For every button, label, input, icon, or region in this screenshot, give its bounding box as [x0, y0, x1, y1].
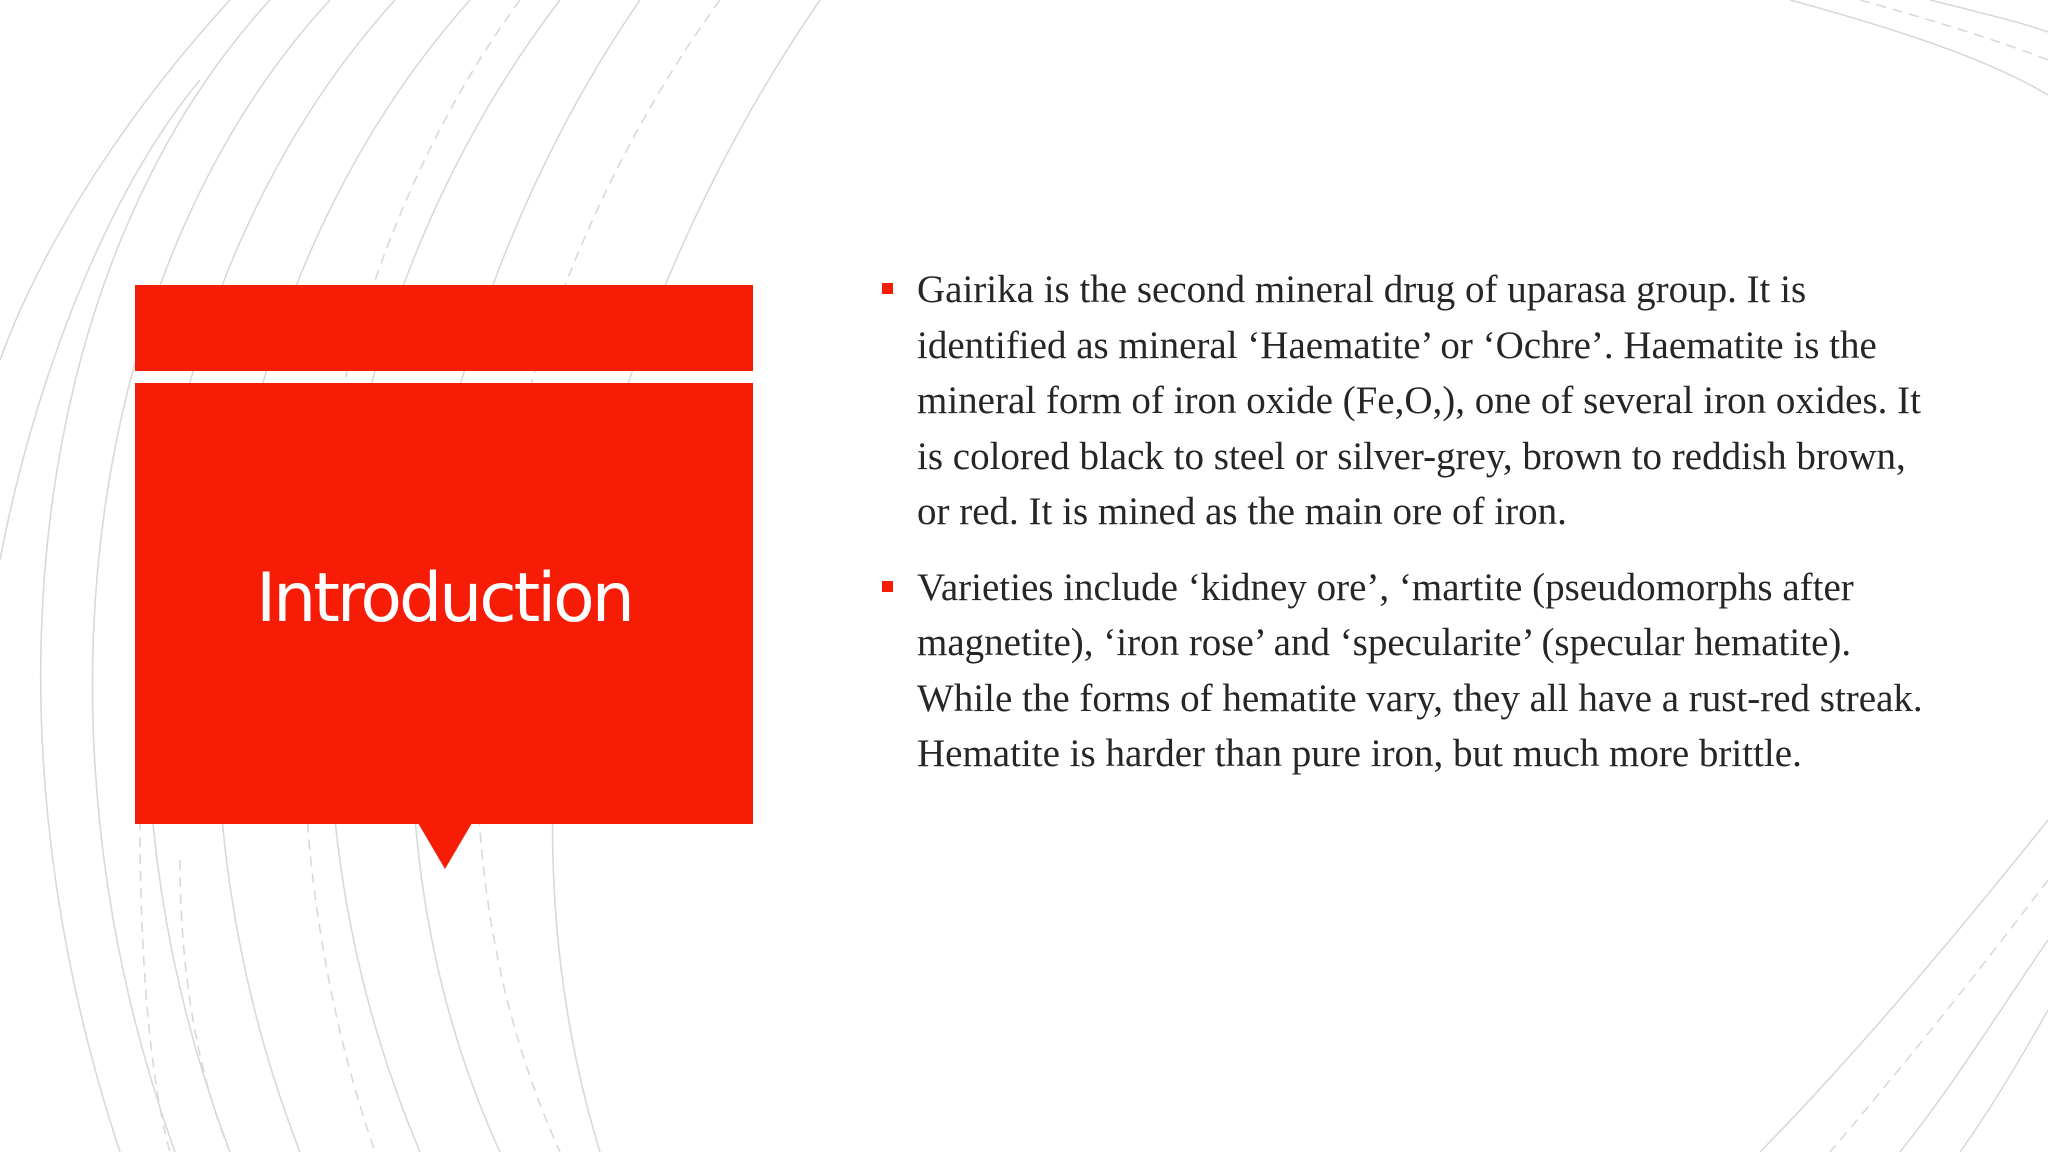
content-area	[880, 262, 1940, 802]
bullet-text: Gairika is the second mineral drug of uparasa group. It is identified as mineral ‘Haematite’ or ‘Ochre’. Haematite is the mineral form of iron oxide (Fe,O,), one of several iron oxides. It is colored black to steel or silver-grey, brown to reddish brown, or red. It is mined as the main ore of iron.	[917, 268, 1921, 533]
bullet-item	[880, 560, 1940, 782]
square-bullet-icon	[882, 581, 893, 592]
title-callout-pointer	[418, 823, 472, 869]
bullet-item	[880, 262, 1940, 540]
bullet-text: Varieties include ‘kidney ore’, ‘martite (pseudomorphs after magnetite), ‘iron rose’ and ‘specularite’ (specular hematite). While the forms of hematite vary, they all have a rust-red streak. Hematite is harder than pure iron, but much more brittle.	[917, 565, 1923, 775]
square-bullet-icon	[882, 283, 893, 294]
slide-title: Introduction	[256, 558, 632, 638]
title-accent-bar	[135, 285, 753, 371]
bullet-list	[880, 262, 1940, 782]
title-callout-box	[135, 383, 753, 824]
